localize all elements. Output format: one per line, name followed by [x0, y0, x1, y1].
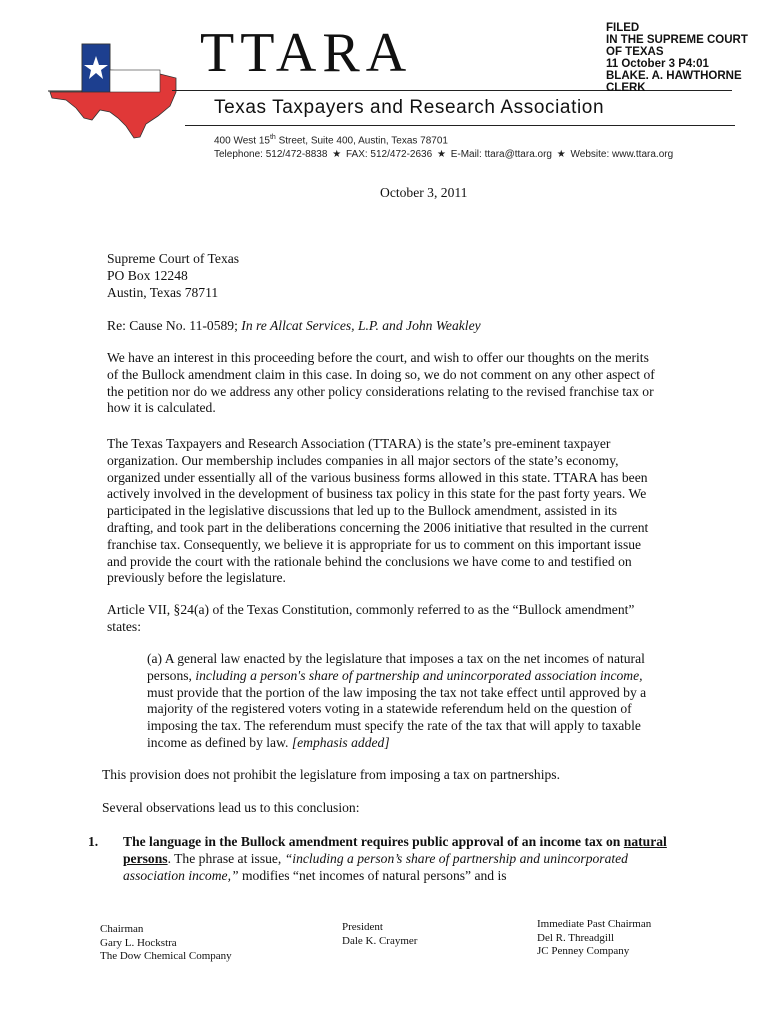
footer-past-chairman: Immediate Past Chairman Del R. Threadgill JC Penney Company — [537, 918, 652, 957]
header-rule-bottom — [185, 125, 735, 126]
star-icon: ★ — [436, 149, 446, 160]
brand-wordmark: TTARA — [200, 22, 413, 84]
bullock-amendment-quote: (a) A general law enacted by the legislature that imposes a tax on the net incomes of natural persons, including a person's share of partnership and unincorporated association income, must provide that the portion of the law imposing the tax not take effect until approved by a majority of the registered voters voting in a statewide referendum held on the question of imposing the tax. The referendum must specify the rate of the tax that will apply to taxable income as defined by law. [emphasis added] — [147, 651, 647, 750]
star-icon: ★ — [556, 149, 566, 160]
paragraph-about-ttara: The Texas Taxpayers and Research Association (TTARA) is the state’s pre-eminent taxpayer organization. Our membership includes companies in all major sectors of the state’s economy, organized under essentially all of the various business forms allowed in this state. TTARA has been actively involved in the development of business tax policy in this state for the past forty years. We participated in the legislative discussions that led up to the Bullock amendment, assisted in its drafting, and took part in the deliberations concerning the 2006 initiative that resulted in the current franchise tax. Consequently, we believe it is appropriate for us to comment on this important issue and provide the court with the rationale behind the conclusions we have come to and testified on previously before the legislature. — [107, 436, 649, 586]
re-line: Re: Cause No. 11-0589; In re Allcat Services, L.P. and John Weakley — [107, 318, 481, 333]
organization-name: Texas Taxpayers and Research Association — [214, 97, 605, 118]
paragraph-interest: We have an interest in this proceeding before the court, and wish to offer our thoughts on the merits of the Bullock amendment claim in this case. In doing so, we do not comment on any other aspect of the petition nor do we address any other policy considerations relating to the revised franchise tax or how it is calculated. — [107, 350, 655, 416]
footer-president: President Dale K. Craymer — [342, 921, 418, 947]
paragraph-observations: Several observations lead us to this conclusion: — [102, 800, 360, 815]
item-number: 1. — [88, 834, 99, 849]
website: Website: www.ttara.org — [570, 149, 674, 160]
texas-flag-map-logo — [48, 40, 183, 140]
org-address: 400 West 15th Street, Suite 400, Austin, Texas 78701 — [214, 134, 448, 147]
paragraph-article-vii: Article VII, §24(a) of the Texas Constitution, commonly referred to as the “Bullock amendment” states: — [107, 602, 635, 634]
filed-stamp: FILED IN THE SUPREME COURT OF TEXAS 11 October 3 P4:01 BLAKE. A. HAWTHORNE CLERK — [606, 22, 748, 94]
item-text: The language in the Bullock amendment requires public approval of an income tax on natural persons. The phrase at issue, “including a person’s share of partnership and unincorporated association income,” modifies “net incomes of natural persons” and is — [123, 834, 667, 883]
email: E-Mail: ttara@ttara.org — [450, 149, 552, 160]
telephone: Telephone: 512/472-8838 — [214, 149, 328, 160]
footer-chairman: Chairman Gary L. Hockstra The Dow Chemical Company — [100, 923, 232, 962]
org-contact-line — [214, 149, 673, 160]
paragraph-conclusion: This provision does not prohibit the legislature from imposing a tax on partnerships. — [102, 767, 560, 782]
letter-date: October 3, 2011 — [380, 185, 468, 200]
fax: FAX: 512/472-2636 — [345, 149, 433, 160]
recipient-address: Supreme Court of Texas PO Box 12248 Austin, Texas 78711 — [107, 251, 240, 300]
star-icon: ★ — [332, 149, 342, 160]
